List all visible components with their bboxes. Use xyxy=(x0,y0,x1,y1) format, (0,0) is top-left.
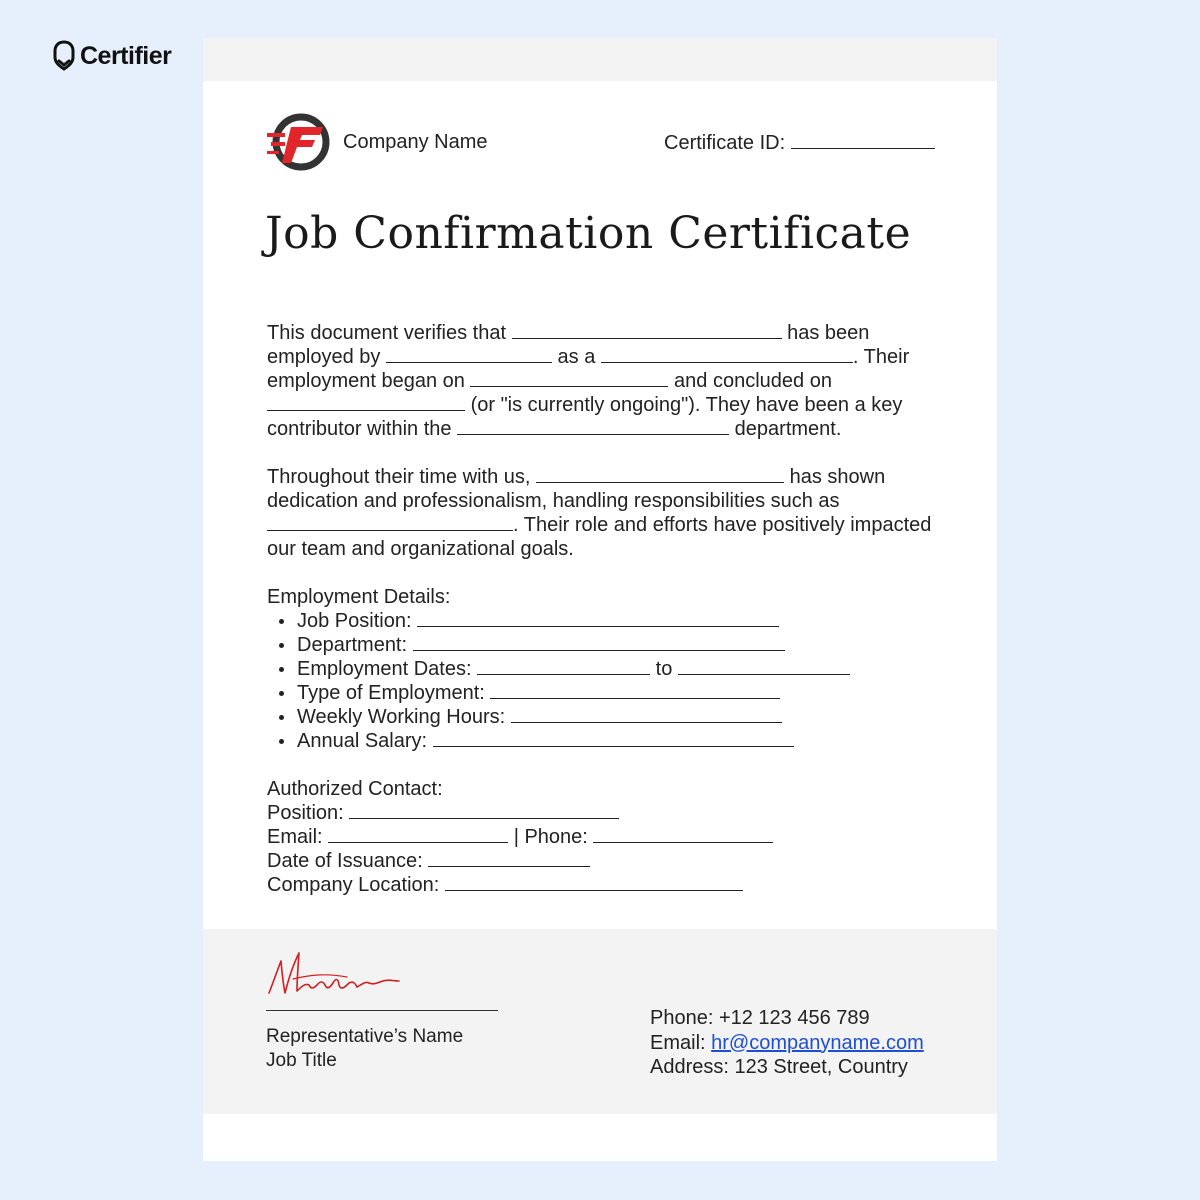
footer-address: Address: 123 Street, Country xyxy=(650,1056,908,1078)
dates-to-label: to xyxy=(655,658,673,680)
employee-name-blank xyxy=(512,321,782,339)
employer-blank xyxy=(386,345,552,363)
text-segment: Throughout their time with us, xyxy=(267,466,531,488)
contact-position-row xyxy=(267,801,947,825)
list-item xyxy=(267,681,947,705)
footer-phone: Phone: +12 123 456 789 xyxy=(650,1007,870,1029)
department-label: Department: xyxy=(297,634,408,656)
text-segment: and concluded on xyxy=(674,370,832,392)
company-logo-icon xyxy=(265,113,331,171)
contact-position-blank xyxy=(349,801,619,819)
certifier-brand xyxy=(52,40,171,72)
date-of-issuance-label: Date of Issuance: xyxy=(267,850,423,872)
dates-from-blank xyxy=(477,657,650,675)
text-segment: . Their role and efforts have positively impacted our team and organizational goals. xyxy=(267,514,932,560)
intro-paragraph xyxy=(267,321,947,441)
annual-salary-label: Annual Salary: xyxy=(297,730,428,752)
footer-email-label: Email: xyxy=(650,1031,706,1054)
text-segment: has shown dedication and professionalism, handling responsibilities such as xyxy=(267,466,886,512)
list-item xyxy=(267,633,947,657)
type-of-employment-label: Type of Employment: xyxy=(297,682,485,704)
footer-contact xyxy=(650,1006,924,1080)
page-title: Job Confirmation Certificate xyxy=(265,208,912,259)
certificate-id-label: Certificate ID: xyxy=(664,132,786,154)
type-of-employment-blank xyxy=(490,681,780,699)
list-item xyxy=(267,705,947,729)
start-date-blank xyxy=(470,369,668,387)
responsibilities-blank xyxy=(267,513,513,531)
company-name: Company Name xyxy=(343,131,488,153)
department-blank xyxy=(457,417,729,435)
list-item xyxy=(267,729,947,753)
contact-phone-blank xyxy=(593,825,773,843)
company-location-label: Company Location: xyxy=(267,874,440,896)
dates-to-blank xyxy=(678,657,850,675)
date-of-issuance-blank xyxy=(428,849,590,867)
dedication-paragraph xyxy=(267,465,947,561)
list-item xyxy=(267,657,947,681)
company-location-blank xyxy=(445,873,743,891)
employment-details-list xyxy=(267,609,947,753)
signature-image xyxy=(265,943,405,1001)
text-segment: . xyxy=(852,346,859,368)
text-segment: has been employed by xyxy=(267,322,870,368)
footer-email-row xyxy=(650,1031,924,1056)
contact-email-label: Email: xyxy=(267,826,323,848)
certificate-id xyxy=(664,131,935,155)
weekly-hours-label: Weekly Working Hours: xyxy=(297,706,506,728)
company-location-row xyxy=(267,873,947,897)
signature-line xyxy=(266,1010,498,1011)
representative-job-title: Job Title xyxy=(266,1050,337,1071)
job-position-blank xyxy=(417,609,779,627)
contact-email-phone-row xyxy=(267,825,947,849)
contact-email-blank xyxy=(328,825,508,843)
date-of-issuance-row xyxy=(267,849,947,873)
role-blank xyxy=(601,345,853,363)
employment-details-heading: Employment Details: xyxy=(267,586,451,608)
job-position-label: Job Position: xyxy=(297,610,412,632)
footer-email-link[interactable]: hr@companyname.com xyxy=(711,1031,924,1054)
text-segment: This document verifies that xyxy=(267,322,506,344)
certificate-id-blank xyxy=(791,131,935,149)
department-field-blank xyxy=(413,633,785,651)
contact-phone-label: Phone: xyxy=(524,826,588,848)
annual-salary-blank xyxy=(433,729,794,747)
brand-name: Certifier xyxy=(80,41,172,70)
employee-name-blank-2 xyxy=(536,465,784,483)
text-segment: (or "is currently ongoing"). They have been a key contributor within the xyxy=(267,394,903,440)
certificate-body xyxy=(267,321,947,897)
authorized-contact-heading: Authorized Contact: xyxy=(267,778,443,800)
contact-separator: | xyxy=(513,826,519,848)
representative-name: Representative’s Name xyxy=(266,1026,464,1047)
text-segment: as a xyxy=(557,346,596,368)
authorized-contact xyxy=(267,777,947,897)
weekly-hours-blank xyxy=(511,705,782,723)
certificate-page xyxy=(203,38,997,1161)
end-date-blank xyxy=(267,393,465,411)
employment-dates-label: Employment Dates: xyxy=(297,658,472,680)
text-segment: department. xyxy=(734,418,842,440)
certifier-logo-icon xyxy=(52,40,76,72)
contact-position-label: Position: xyxy=(267,802,344,824)
list-item xyxy=(267,609,947,633)
text-segment: Their employment began on xyxy=(267,346,910,392)
top-band xyxy=(203,38,997,81)
